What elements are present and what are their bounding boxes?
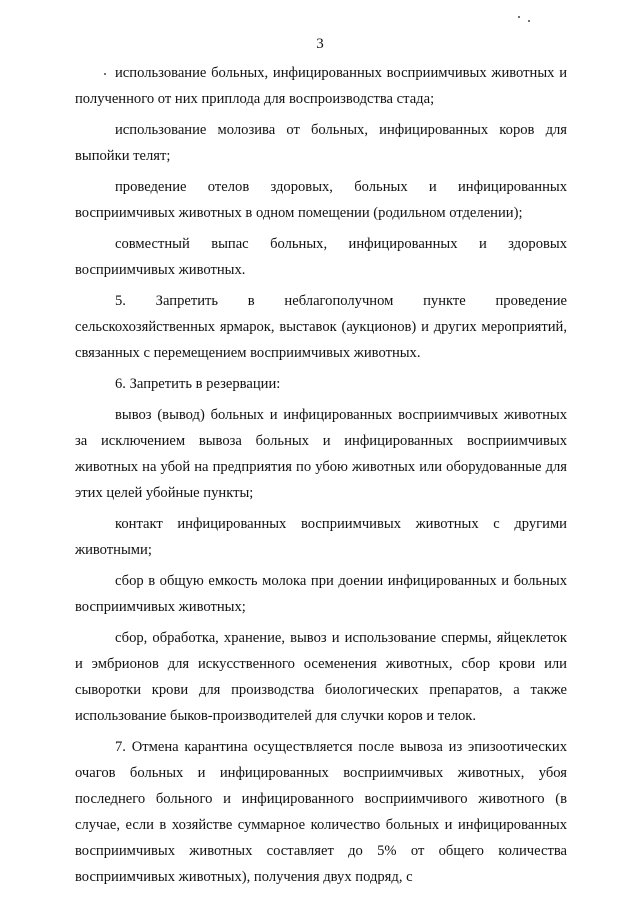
paragraph-7: вывоз (вывод) больных и инфицированных восприимчивых животных за исключением вывоза больных и инфицированных восприимчивых животных на убой на предприятия по убою животных или оборудованные для этих целей убойные пункты; [75,407,567,501]
paragraph-4: совместный выпас больных, инфицированных и здоровых восприимчивых животных. [75,236,567,278]
paragraph-3: проведение отелов здоровых, больных и инфицированных восприимчивых животных в одном помещении (родильном отделении); [75,179,567,221]
page-number: 3 [316,36,324,52]
paragraph-10: сбор, обработка, хранение, вывоз и использование спермы, яйцеклеток и эмбрионов для искусственного осеменения животных, сбор крови или сыворотки крови для производства биологических препаратов, а также использование быков-производителей для случки коров и телок. [75,630,567,724]
paragraph-8: контакт инфицированных восприимчивых животных с другими животными; [75,516,567,558]
scan-speck-top-right [518,16,520,18]
paragraph-5: 5. Запретить в неблагополучном пункте проведение сельскохозяйственных ярмарок, выставок (аукционов) и других мероприятий, связанных с перемещением восприимчивых животных. [75,293,567,361]
paragraph-11: 7. Отмена карантина осуществляется после вывоза из эпизоотических очагов больных и инфицированных восприимчивых животных, убоя последнего больного и инфицированного восприимчивого животного (в случае, если в хозяйстве суммарное количество больных и инфицированных восприимчивых животных составляет до 5% от общего количества восприимчивых животных), получения двух подряд, с [75,739,567,885]
scan-speck-top-right-2 [528,20,530,22]
document-body [75,60,567,895]
paragraph-9: сбор в общую емкость молока при доении инфицированных и больных восприимчивых животных; [75,573,567,615]
paragraph-1: использование больных, инфицированных восприимчивых животных и полученного от них приплода для воспроизводства стада; [75,65,567,107]
paragraph-2: использование молозива от больных, инфицированных коров для выпойки телят; [75,122,567,164]
paragraph-6: 6. Запретить в резервации: [115,376,281,392]
